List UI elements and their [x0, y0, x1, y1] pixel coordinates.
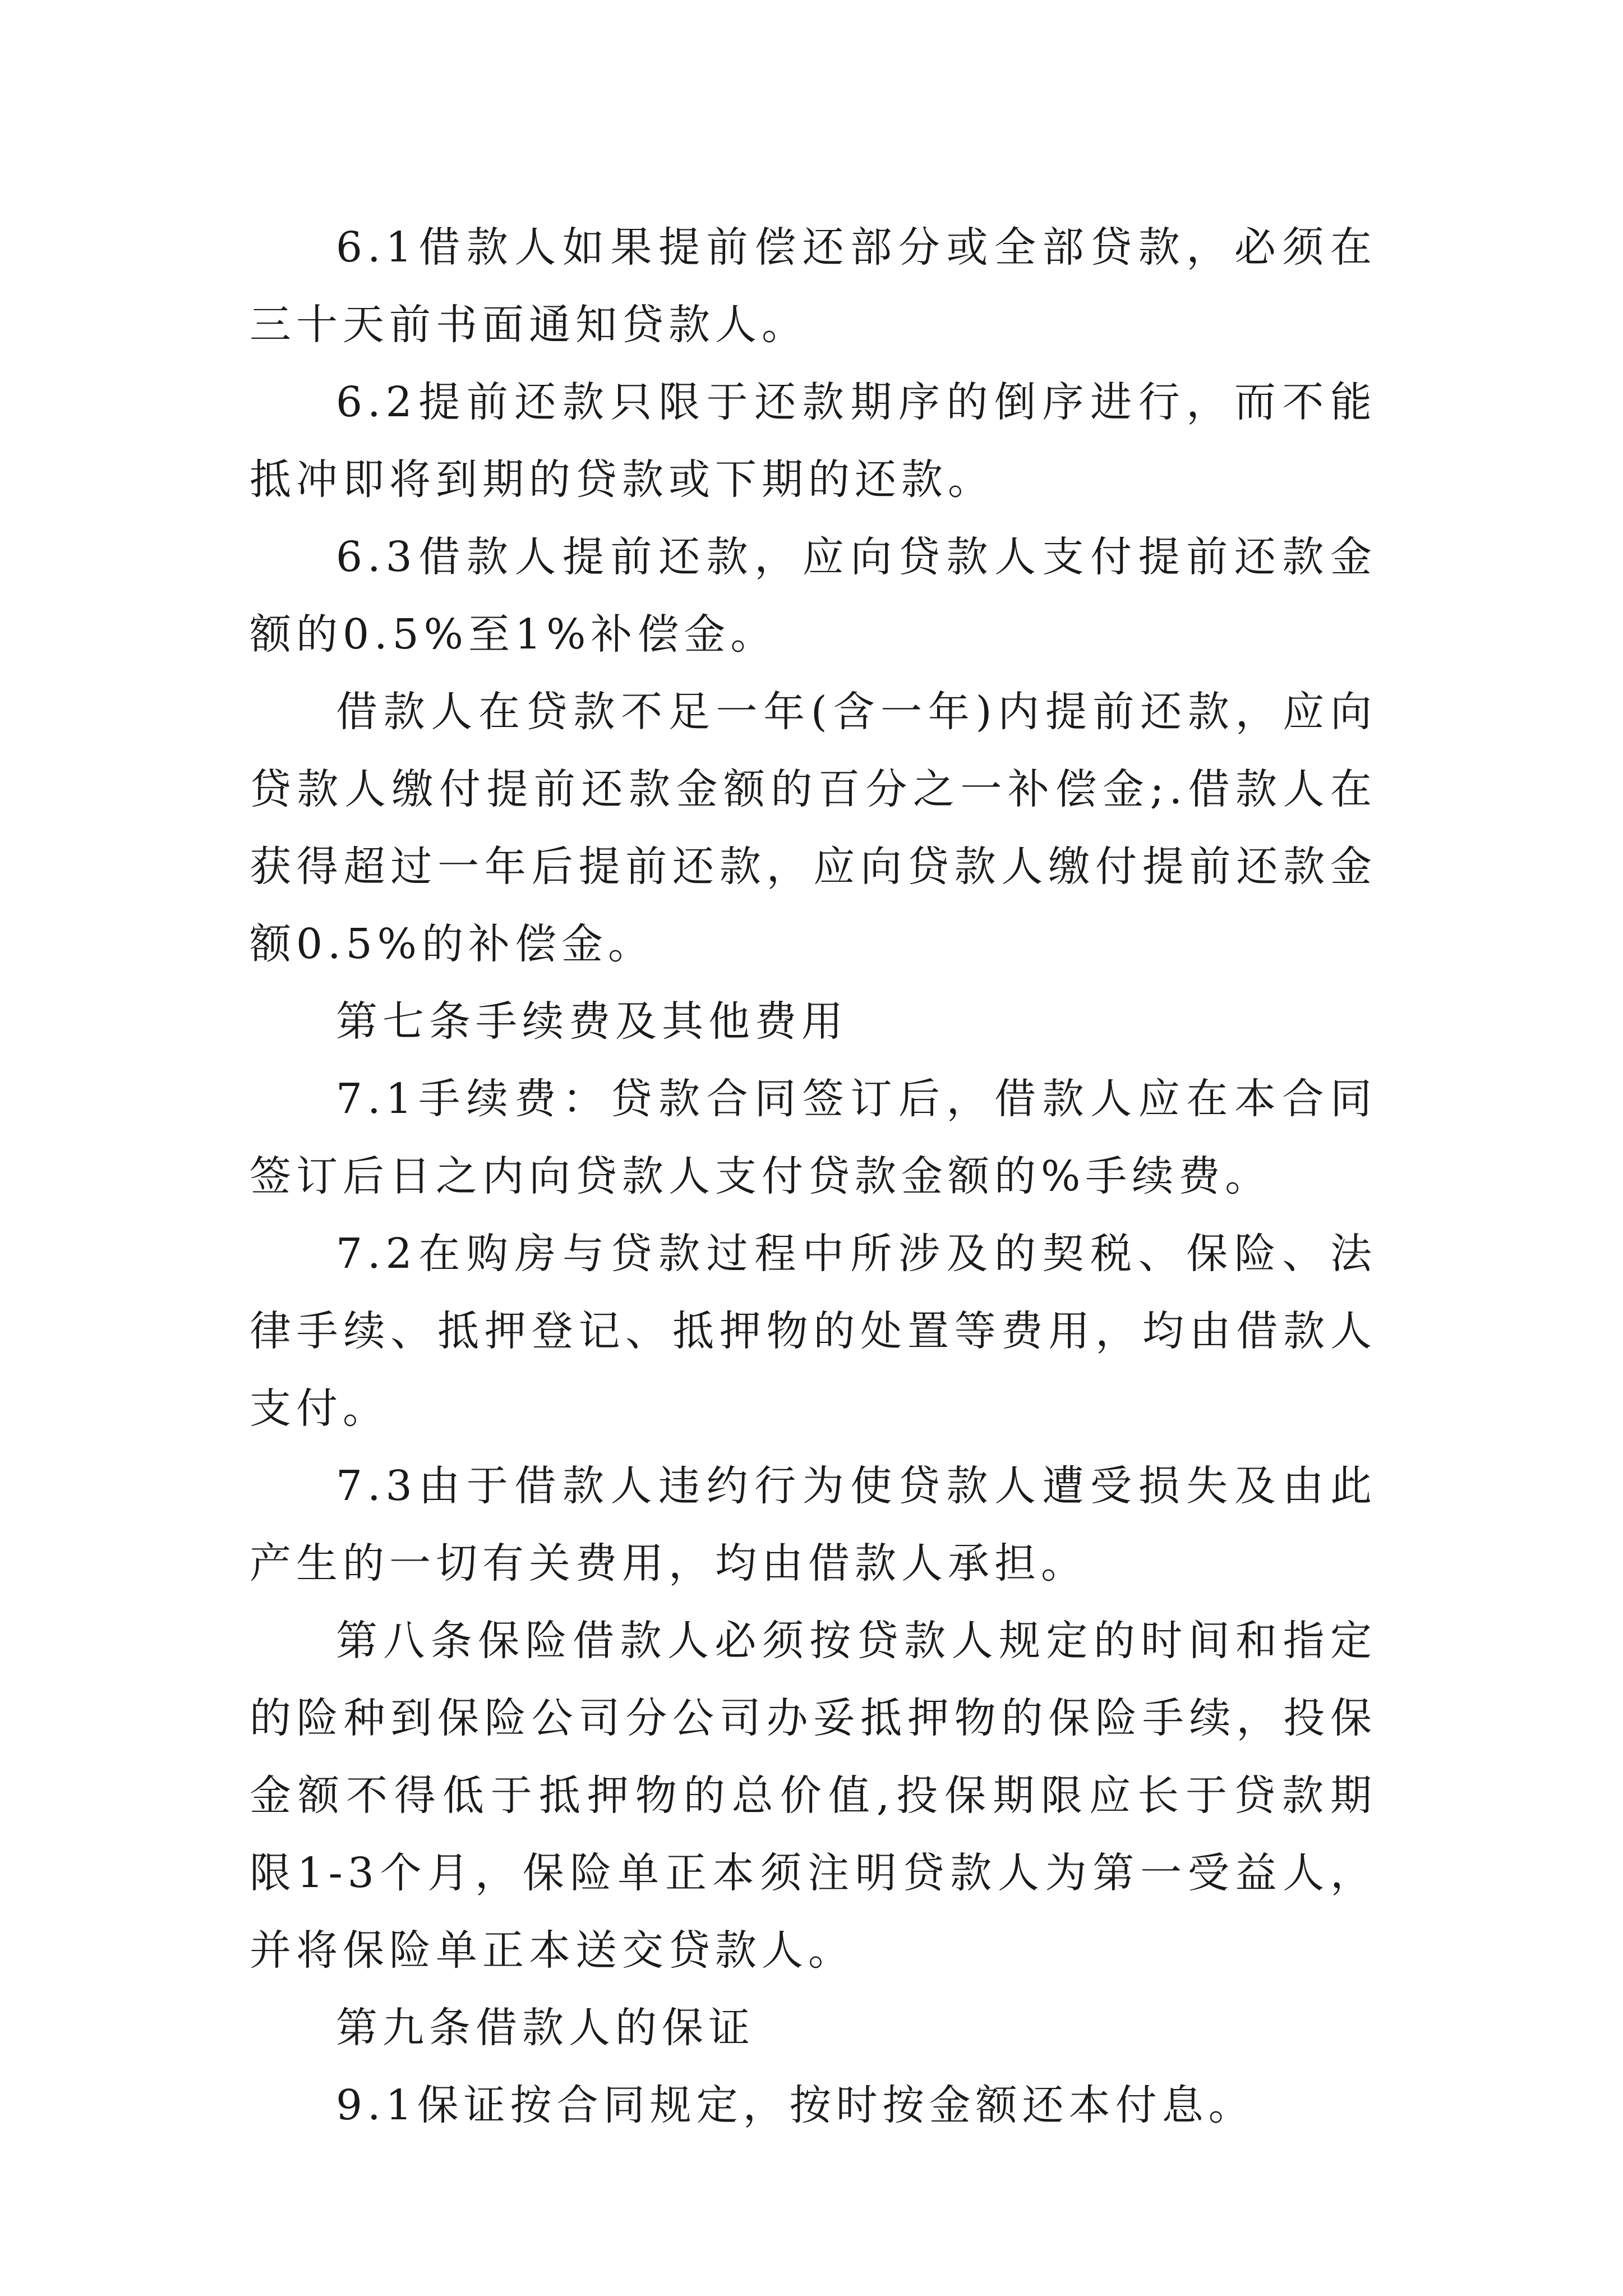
document-body [250, 209, 1377, 2144]
article-7-heading: 第七条手续费及其他费用 [336, 997, 848, 1046]
article-9-heading: 第九条借款人的保证 [336, 2004, 755, 2052]
paragraph-prepayment-compensation: 借款人在贷款不足一年(含一年)内提前还款，应向贷款人缴付提前还款金额的百分之一补偿金;.借款人在获得超过一年后提前还款，应向贷款人缴付提前还款金额0.5%的补偿金。 [250, 688, 1377, 968]
article-8-insurance: 第八条保险借款人必须按贷款人规定的时间和指定的险种到保险公司分公司办妥抵押物的保险手续，投保金额不得低于抵押物的总价值,投保期限应长于贷款期限1-3个月，保险单正本须注明贷款人为第一受益人，并将保险单正本送交贷款人。 [250, 1617, 1377, 1975]
paragraph-6-3: 6.3借款人提前还款，应向贷款人支付提前还款金额的0.5%至1%补偿金。 [250, 533, 1377, 659]
paragraph-7-1: 7.1手续费：贷款合同签订后，借款人应在本合同签订后日之内向贷款人支付贷款金额的%手续费。 [250, 1075, 1377, 1200]
paragraph-6-1: 6.1借款人如果提前偿还部分或全部贷款，必须在三十天前书面通知贷款人。 [250, 223, 1377, 349]
paragraph-6-2: 6.2提前还款只限于还款期序的倒序进行，而不能抵冲即将到期的贷款或下期的还款。 [250, 378, 1377, 504]
paragraph-7-3: 7.3由于借款人违约行为使贷款人遭受损失及由此产生的一切有关费用，均由借款人承担。 [250, 1462, 1377, 1588]
paragraph-9-1: 9.1保证按合同规定，按时按金额还本付息。 [336, 2081, 1255, 2129]
paragraph-7-2: 7.2在购房与贷款过程中所涉及的契税、保险、法律手续、抵押登记、抵押物的处置等费用，均由借款人支付。 [250, 1230, 1377, 1433]
